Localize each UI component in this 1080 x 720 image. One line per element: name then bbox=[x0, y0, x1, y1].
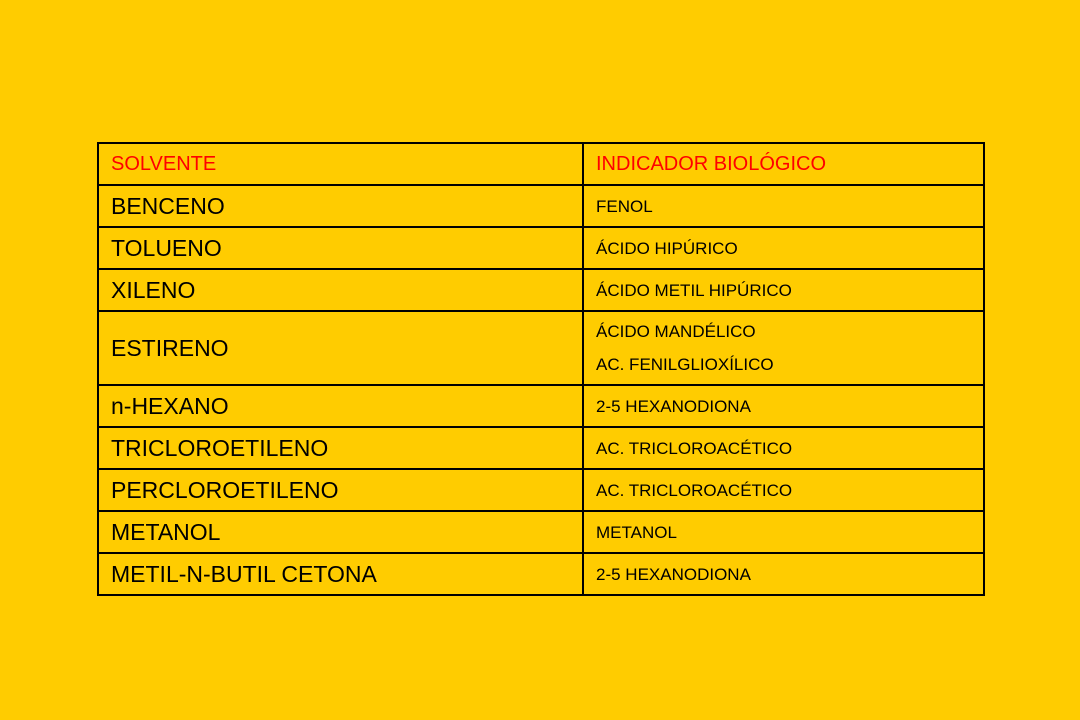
indicator-cell bbox=[583, 511, 984, 553]
indicator-text: AC. FENILGLIOXÍLICO bbox=[596, 355, 774, 374]
indicator-text: ÁCIDO METIL HIPÚRICO bbox=[596, 280, 792, 300]
table-header-row bbox=[98, 143, 984, 185]
solvent-cell: METANOL bbox=[98, 511, 583, 553]
table-row bbox=[98, 469, 984, 511]
table-row bbox=[98, 311, 984, 385]
indicator-text: AC. TRICLOROACÉTICO bbox=[596, 480, 793, 500]
indicator-text: AC. TRICLOROACÉTICO bbox=[596, 438, 793, 458]
indicator-cell bbox=[583, 385, 984, 427]
indicator-text: FENOL bbox=[596, 196, 653, 216]
solvent-cell: XILENO bbox=[98, 269, 583, 311]
table-row bbox=[98, 553, 984, 595]
table-row bbox=[98, 427, 984, 469]
indicator-cell bbox=[583, 469, 984, 511]
indicator-text: ÁCIDO MANDÉLICO bbox=[596, 322, 756, 341]
indicator-text: 2-5 HEXANODIONA bbox=[596, 396, 751, 416]
indicator-text: 2-5 HEXANODIONA bbox=[596, 564, 751, 584]
table-row bbox=[98, 227, 984, 269]
solvent-cell: TRICLOROETILENO bbox=[98, 427, 583, 469]
table-row bbox=[98, 385, 984, 427]
solvent-cell: TOLUENO bbox=[98, 227, 583, 269]
table-row bbox=[98, 511, 984, 553]
indicator-text: ÁCIDO HIPÚRICO bbox=[596, 238, 738, 258]
indicator-cell bbox=[583, 427, 984, 469]
indicator-cell bbox=[583, 185, 984, 227]
header-indicador-biologico: INDICADOR BIOLÓGICO bbox=[583, 143, 984, 185]
solvent-cell: n-HEXANO bbox=[98, 385, 583, 427]
header-solvente: SOLVENTE bbox=[98, 143, 583, 185]
table-row bbox=[98, 269, 984, 311]
indicator-cell bbox=[583, 311, 984, 385]
table-row bbox=[98, 185, 984, 227]
solvent-cell: METIL-N-BUTIL CETONA bbox=[98, 553, 583, 595]
solvent-cell: BENCENO bbox=[98, 185, 583, 227]
indicator-cell bbox=[583, 553, 984, 595]
indicator-cell bbox=[583, 227, 984, 269]
solvent-cell: PERCLOROETILENO bbox=[98, 469, 583, 511]
indicator-cell bbox=[583, 269, 984, 311]
indicator-text: METANOL bbox=[596, 522, 677, 542]
solvent-indicator-table bbox=[97, 142, 985, 596]
solvent-cell: ESTIRENO bbox=[98, 311, 583, 385]
